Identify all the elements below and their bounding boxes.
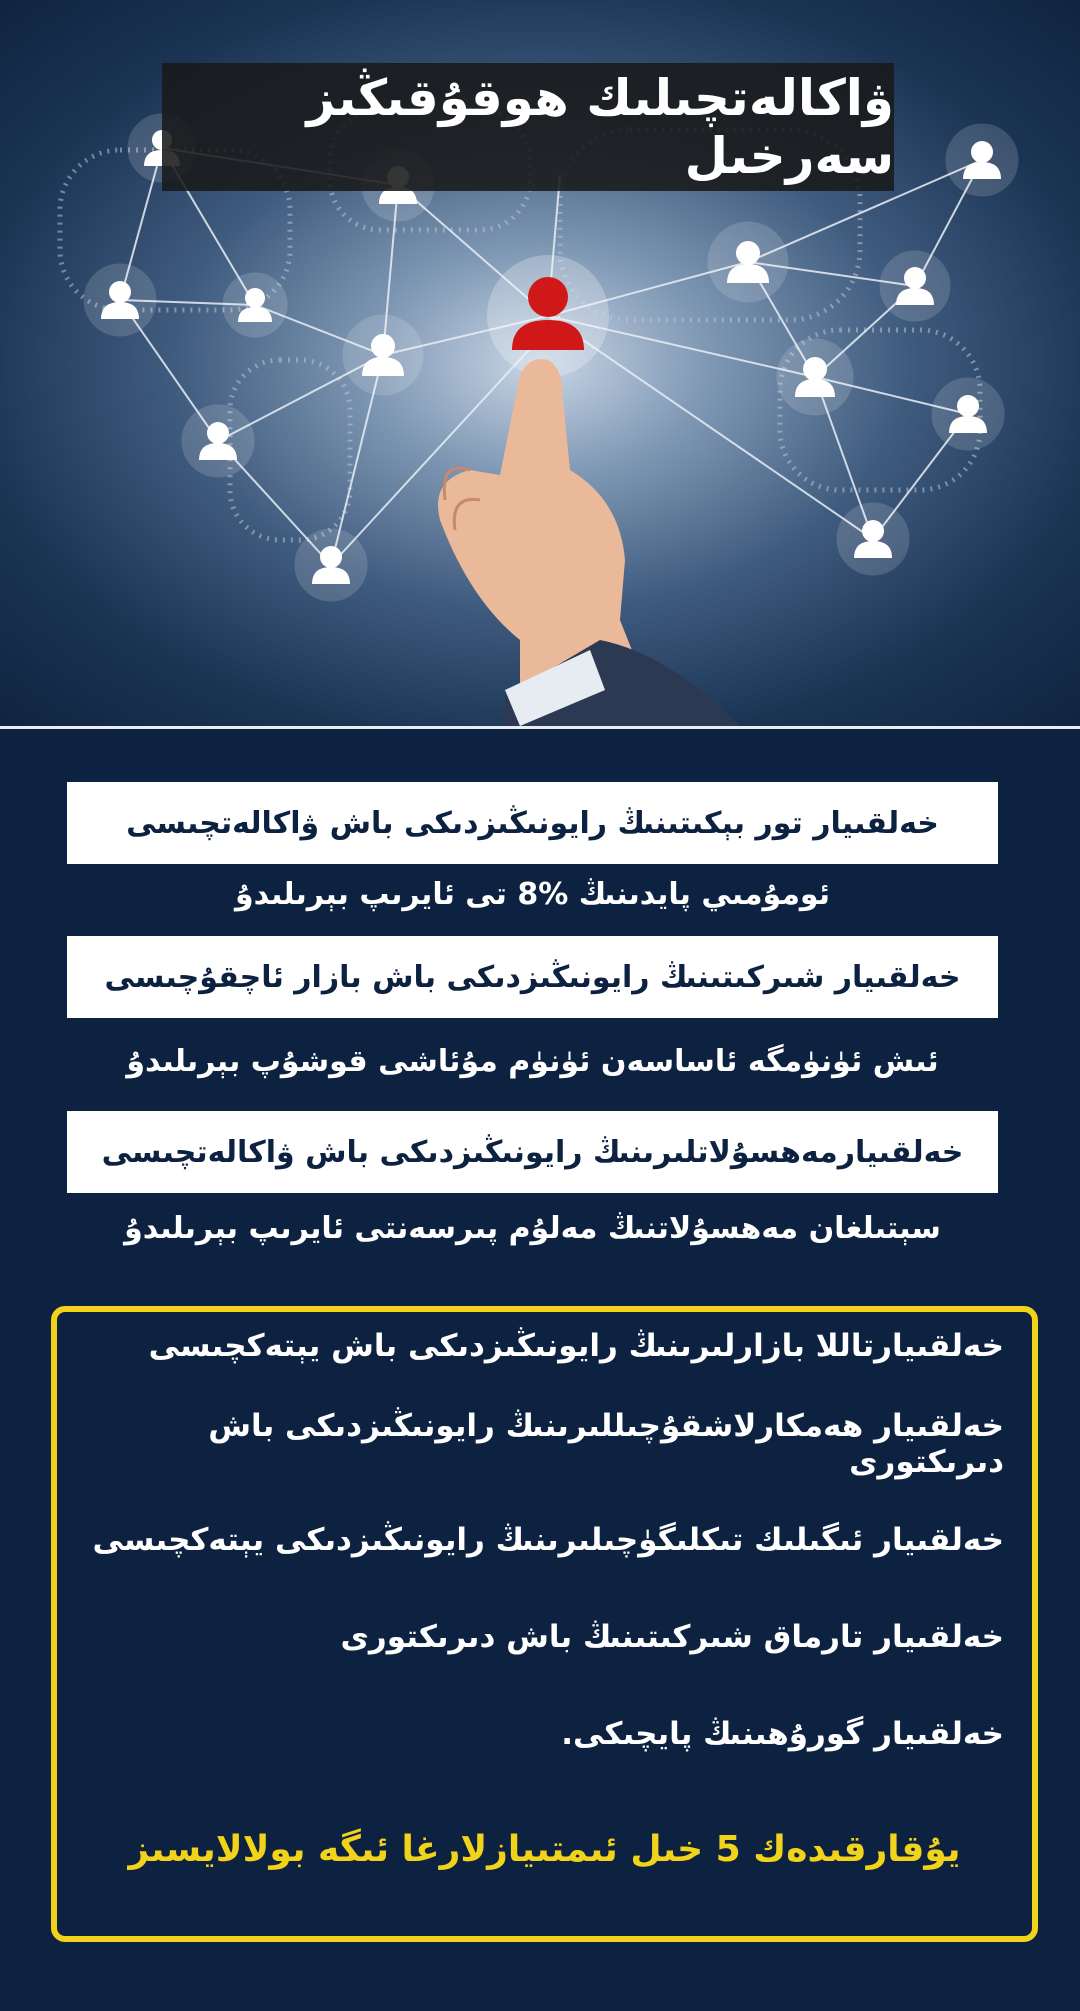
stat-detail-2: ئىش ئۈنۈمگە ئاساسەن ئۈنۈم مۇئاشى قوشۇپ بېرىلىدۇ bbox=[126, 1043, 939, 1079]
role-text-5: خەلقىيار گورۇھىنىڭ پايچىكى. bbox=[561, 1716, 1004, 1752]
person-node-icon bbox=[184, 407, 252, 475]
stat-line-1 bbox=[67, 864, 998, 924]
hero-banner bbox=[0, 0, 1080, 726]
person-node-icon bbox=[934, 380, 1002, 448]
person-node-icon bbox=[779, 341, 851, 413]
role-text-2: خەلقىيار ھەمكارلاشقۇچىللىرىنىڭ رايونىڭىزدىكى باش دىرىكتورى bbox=[208, 1408, 1004, 1480]
role-item-2 bbox=[64, 1408, 1004, 1480]
stat-detail-1: ئومۇمىي پايدىنىڭ %8 تى ئايرىپ بېرىلىدۇ bbox=[235, 876, 830, 912]
stat-detail-3: سېتىلغان مەھسۇلاتنىڭ مەلۇم پىرسەنتى ئايرىپ بېرىلىدۇ bbox=[124, 1210, 941, 1246]
role-item-4 bbox=[64, 1607, 1004, 1667]
role-item-3 bbox=[64, 1510, 1004, 1570]
role-text-3: خەلقىيار ئىگىلىك تىكلىگۈچىلىرىنىڭ رايونىڭىزدىكى يېتەكچىسى bbox=[92, 1522, 1004, 1558]
role-item-1 bbox=[64, 1316, 1004, 1376]
person-node-icon bbox=[710, 224, 786, 300]
privileges-text: يۇقارقىدەك 5 خىل ئىمتىيازلارغا ئىگە بولالايسىز bbox=[128, 1828, 961, 1870]
stat-title-1: خەلقىيار تور بېكىتىنىڭ رايونىڭىزدىكى باش ۋاكالەتچىسى bbox=[126, 805, 939, 841]
hero-title-box bbox=[162, 63, 894, 191]
person-node-icon bbox=[86, 266, 154, 334]
stat-title-2: خەلقىيار شىركىتىنىڭ رايونىڭىزدىكى باش بازار ئاچقۇچىسى bbox=[104, 959, 961, 995]
role-text-1: خەلقىيارتاللا بازارلىرىنىڭ رايونىڭىزدىكى باش يېتەكچىسى bbox=[148, 1328, 1004, 1364]
person-node-icon bbox=[839, 505, 907, 573]
person-node-icon bbox=[882, 253, 948, 319]
person-node-icon bbox=[225, 275, 285, 335]
person-node-icon bbox=[345, 317, 421, 393]
stat-line-2 bbox=[67, 1031, 998, 1091]
pointing-hand-icon bbox=[438, 359, 740, 726]
hero-title: ۋاكالەتچىلىك ھوقۇقىڭىز سەرخىل bbox=[306, 69, 894, 185]
role-text-4: خەلقىيار تارماق شىركىتىنىڭ باش دىرىكتورى bbox=[340, 1619, 1004, 1655]
red-person-icon bbox=[490, 258, 606, 374]
stat-box-1 bbox=[67, 782, 998, 864]
role-item-5 bbox=[64, 1704, 1004, 1764]
stat-box-3 bbox=[67, 1111, 998, 1193]
privileges-note bbox=[51, 1814, 1038, 1884]
stat-box-2 bbox=[67, 936, 998, 1018]
section-divider bbox=[0, 726, 1080, 729]
stat-line-3 bbox=[67, 1198, 998, 1258]
person-node-icon bbox=[948, 126, 1016, 194]
stat-title-3: خەلقىيارمەھسۇلاتلىرىنىڭ رايونىڭىزدىكى باش ۋاكالەتچىسى bbox=[101, 1134, 964, 1170]
person-node-icon bbox=[297, 531, 365, 599]
